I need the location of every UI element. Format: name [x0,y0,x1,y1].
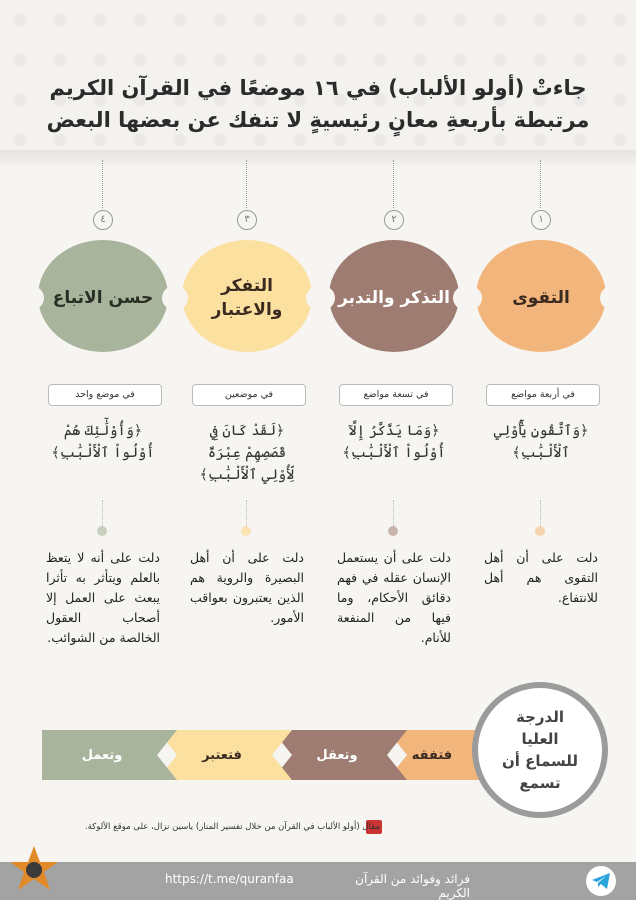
channel-name: فرائد وفوائد من القرآن الكريم [355,872,470,900]
meaning-label: حسن الاتباع [52,288,154,308]
column-number: ١ [531,210,551,230]
page-title [40,72,596,136]
column-number: ٢ [384,210,404,230]
connector-line [246,160,247,208]
telegram-plane-icon [592,873,610,889]
meaning-label: التقوى [512,288,570,308]
verse-text: ﴿وَٱتَّقُونِ يَٰٓأُوْلِي ٱلْأَلْبَٰبِ﴾ [493,423,589,461]
meaning-description: دلت على أن أهل البصيرة والروية هم الذين يعتبرون بعواقب الأمور. [190,550,304,625]
steps-bar [42,730,502,780]
bullet-dot [388,526,398,536]
meaning-description: دلت على أن أهل التقوى هم أهل للانتفاع. [484,550,598,605]
connector-line [540,500,541,526]
meaning-description: دلت على أنه لا يتعظ بالعلم ويتأثر به تأثرا يبعث على العمل إلا أصحاب العقول الخالصة من الشوائب. [46,550,160,645]
occurrence-tag: في أربعة مواضع [486,384,600,406]
verse-text: ﴿لَقَدْ كَانَ فِي قَصَصِهِمْ عِبْرَةٌ لِّأُوْلِي ٱلْأَلْبَٰبِ﴾ [199,423,295,483]
bullet-dot [535,526,545,536]
forum-logo-icon [4,842,64,898]
occurrence-tag: في موضعين [192,384,306,406]
column-number: ٤ [93,210,113,230]
connector-line [540,160,541,208]
bullet-dot [241,526,251,536]
verse-text: ﴿وَمَا يَذَّكَّرُ إِلَّآ أُوْلُواْ ٱلْأَلْبَٰبِ﴾ [342,423,446,461]
connector-line [246,500,247,526]
step-label-4: وتعمل [81,747,123,763]
step-label-3: فتعتبر [202,747,242,763]
step-label-1: فتفقه [411,747,453,763]
telegram-icon[interactable] [586,866,616,896]
title-line-1: جاءتْ (أولو الألباب) في ١٦ موضعًا في القرآن الكريم [49,76,587,100]
occurrence-tag: في تسعة مواضع [339,384,453,406]
meaning-label: التفكر والاعتبار [211,276,283,320]
occurrence-tag: في موضع واحد [48,384,162,406]
verse-text: ﴿وَأُوْلَٰٓئِكَ هُمْ أُوْلُواْ ٱلْأَلْبَٰبِ﴾ [51,423,155,461]
footer-bar [0,862,636,900]
connector-line [102,160,103,208]
telegram-link[interactable]: https://t.me/quranfaa [165,872,294,886]
title-line-2: مرتبطة بأربعةِ معانٍ رئيسيةٍ لا تنفك عن بعضها البعض [46,108,590,132]
connector-line [102,500,103,526]
column-number: ٣ [237,210,257,230]
connector-line [393,160,394,208]
meaning-label: التذكر والتدبر [338,288,450,308]
meaning-description: دلت على أن يستعمل الإنسان عقله في فهم دقائق الأحكام، وما فيها من المنفعة للأنام. [337,550,451,645]
circle-text: الدرجة العليا للسماع أن تسمع [501,708,579,792]
connector-line [393,500,394,526]
bullet-dot [97,526,107,536]
highest-degree-circle [472,682,608,818]
step-label-2: وتعقل [316,747,358,763]
source-note: مقال (أولو الألباب في القرآن من خلال تفسير المنار) ياسين نزال، على موقع الألوكة. [84,822,380,832]
